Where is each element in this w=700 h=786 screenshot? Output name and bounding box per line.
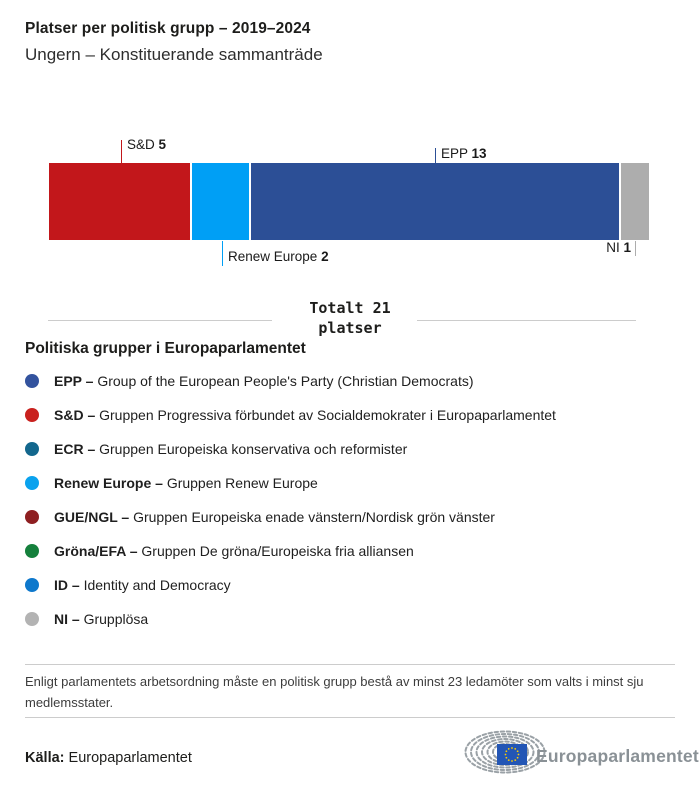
source-label: Källa: (25, 750, 65, 766)
page-subtitle: Ungern – Konstituerande sammanträde (25, 45, 323, 64)
bar-segment-renew-europe (192, 163, 249, 240)
legend-color-dot (25, 544, 39, 558)
total-divider-left (48, 320, 272, 321)
legend-label: S&D – Gruppen Progressiva förbundet av Socialdemokrater i Europaparlamentet (54, 407, 556, 423)
legend-color-dot (25, 408, 39, 422)
footnote-text: Enligt parlamentets arbetsordning måste en politisk grupp bestå av minst 23 ledamöter som valts i minst sju medlemsstater. (25, 674, 644, 710)
footnote-divider-bottom (25, 717, 675, 718)
legend-item (25, 500, 675, 534)
source-value: Europaparlamentet (68, 750, 192, 766)
callout-label-sd (127, 137, 166, 152)
callout-tick-ni (635, 241, 636, 256)
source-line (25, 750, 192, 766)
callout-label-epp (441, 146, 487, 161)
legend-color-dot (25, 442, 39, 456)
legend-item (25, 432, 675, 466)
legend-item (25, 364, 675, 398)
legend-color-dot (25, 578, 39, 592)
footnote-divider-top (25, 664, 675, 665)
callout-label-renew (228, 249, 329, 264)
callout-group-renew: Renew Europe (228, 249, 318, 264)
legend-item (25, 466, 675, 500)
callout-group-ni: NI (606, 240, 620, 255)
total-seats (250, 298, 450, 338)
total-seats-line2: platser (318, 319, 382, 337)
callout-group-epp: EPP (441, 146, 468, 161)
total-seats-line1: Totalt 21 (309, 299, 391, 317)
callout-seats-epp: 13 (471, 146, 487, 161)
callout-seats-renew: 2 (321, 249, 329, 264)
legend-label: GUE/NGL – Gruppen Europeiska enade vänstern/Nordisk grön vänster (54, 509, 495, 525)
legend-item (25, 602, 675, 636)
stacked-bar (49, 163, 649, 240)
legend-list (25, 364, 675, 636)
callout-tick-renew (222, 241, 223, 266)
legend-color-dot (25, 612, 39, 626)
legend-label: ID – Identity and Democracy (54, 577, 231, 593)
legend-item (25, 568, 675, 602)
page-title: Platser per politisk grupp – 2019–2024 (25, 20, 311, 37)
callout-seats-ni: 1 (623, 240, 631, 255)
callout-seats-sd: 5 (158, 137, 167, 152)
callout-group-sd: S&D (127, 137, 155, 152)
legend-label: Renew Europe – Gruppen Renew Europe (54, 475, 318, 491)
legend-label: EPP – Group of the European People's Party (Christian Democrats) (54, 373, 474, 389)
legend-label: Gröna/EFA – Gruppen De gröna/Europeiska fria alliansen (54, 543, 414, 559)
bar-segment-ni (621, 163, 649, 240)
legend-color-dot (25, 374, 39, 388)
callout-tick-sd (121, 140, 122, 163)
legend-color-dot (25, 510, 39, 524)
logo-wordmark: Europaparlamentet (536, 746, 699, 766)
legend-item (25, 534, 675, 568)
bar-segment-epp (251, 163, 619, 240)
callout-label-ni (606, 240, 631, 255)
legend-label: NI – Grupplösa (54, 611, 149, 627)
bar-segment-s-d (49, 163, 190, 240)
legend-heading: Politiska grupper i Europaparlamentet (25, 340, 306, 357)
callout-tick-epp (435, 148, 436, 163)
legend-item (25, 398, 675, 432)
legend-label: ECR – Gruppen Europeiska konservativa och reformister (54, 441, 408, 457)
legend-color-dot (25, 476, 39, 490)
